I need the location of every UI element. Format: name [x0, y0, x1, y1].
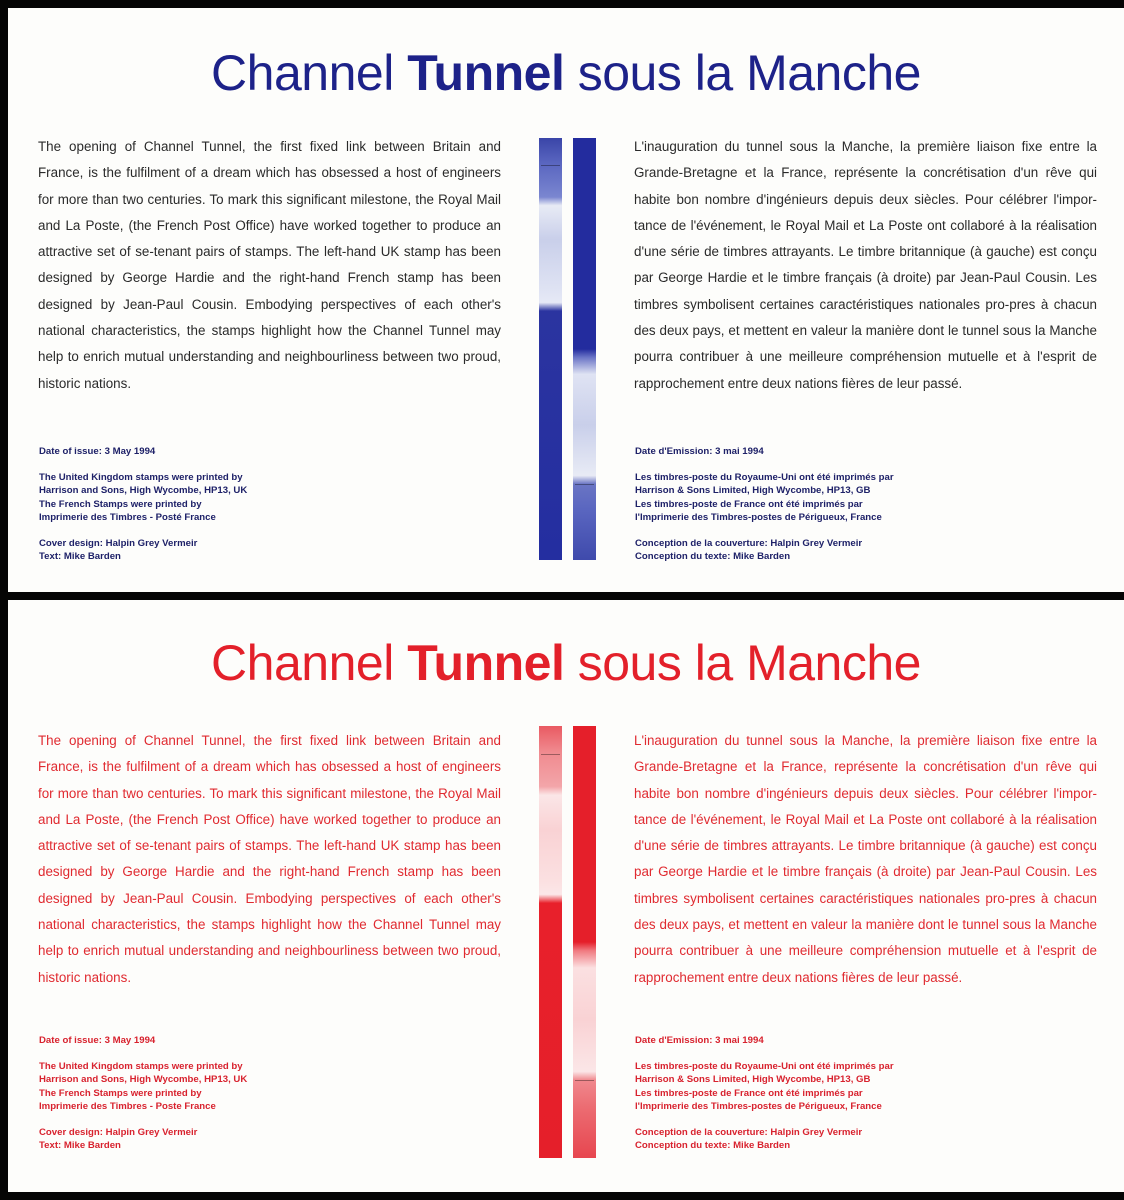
text-credit: Conception du texte: Mike Barden [635, 551, 791, 563]
uk-stamp-strip [539, 138, 562, 560]
stamp-pair [539, 138, 599, 560]
card-title [8, 634, 1124, 692]
printer-line: Les timbres-poste de France ont été imprimés par [635, 1087, 863, 1099]
title-part-channel: Channel [211, 635, 408, 691]
title-part-tunnel: Tunnel [407, 45, 565, 101]
issue-date: Date of issue: 3 May 1994 [39, 1035, 156, 1046]
printer-line: Les timbres-poste de France ont été imprimés par [635, 498, 863, 510]
french-description: L'inauguration du tunnel sous la Manche, la première liaison fixe entre la Grande-Bretagne et la France, représente la concrétisation d'un rêve qui habite bon nombre d'ingénieurs depuis deux siècles. Pour célébrer l'impor-tance de l'événement, le Royal Mail et La Poste ont collaboré à la réalisation d'une série de timbres attrayants. Le timbre britannique (à gauche) est conçu par George Hardie et le timbre français (à droite) par Jean-Paul Cousin. Les timbres symbolisent certaines caractéristiques nationales pro-pres à chacun des deux pays, et mettent en valeur la manière dont le tunnel sous la Manche pourra contribuer à une meilleure compréhension mutuelle et à l'esprit de rapprochement entre deux nations fières de leur passé. [634, 733, 1097, 985]
cover-design-credit: Conception de la couverture: Halpin Grey Vermeir [635, 1127, 863, 1139]
title-part-channel: Channel [211, 45, 408, 101]
printer-line: l'Imprimerie des Timbres-postes de Périgueux, France [635, 1100, 882, 1112]
english-description: The opening of Channel Tunnel, the first fixed link between Britain and France, is the fulfilment of a dream which has obsessed a host of engineers for more than two centuries. To mark this significant milestone, the Royal Mail and La Poste, (the French Post Office) have worked together to produce an attractive set of se-tenant pairs of stamps. The left-hand UK stamp has been designed by George Hardie and the right-hand French stamp has been designed by Jean-Paul Cousin. Embodying perspectives of each other's national characteristics, the stamps highlight how the Channel Tunnel may help to enrich mutual understanding and neighbourliness between two proud, historic nations. [38, 733, 501, 985]
issue-date: Date d'Emission: 3 mai 1994 [635, 446, 764, 457]
card-title [8, 44, 1124, 102]
perforation-mark [575, 484, 594, 485]
presentation-card-red [8, 600, 1124, 1192]
french-stamp-strip [573, 138, 596, 560]
printer-line: Harrison & Sons Limited, High Wycombe, HP13, GB [635, 485, 871, 497]
title-part-tunnel: Tunnel [407, 635, 565, 691]
perforation-mark [541, 165, 560, 166]
text-credit: Text: Mike Barden [39, 1140, 121, 1152]
printer-line: l'Imprimerie des Timbres-postes de Périgueux, France [635, 511, 882, 523]
uk-stamp-strip [539, 726, 562, 1158]
printer-line: Harrison & Sons Limited, High Wycombe, HP13, GB [635, 1074, 871, 1086]
french-credits [635, 445, 894, 563]
cover-design-credit: Cover design: Halpin Grey Vermeir [39, 538, 198, 550]
printer-line: Les timbres-poste du Royaume-Uni ont été imprimés par [635, 1061, 894, 1073]
issue-date: Date of issue: 3 May 1994 [39, 446, 156, 457]
issue-date: Date d'Emission: 3 mai 1994 [635, 1035, 764, 1046]
printer-line: The United Kingdom stamps were printed by [39, 472, 243, 484]
perforation-mark [541, 754, 560, 755]
english-description: The opening of Channel Tunnel, the first fixed link between Britain and France, is the fulfilment of a dream which has obsessed a host of engineers for more than two centuries. To mark this significant milestone, the Royal Mail and La Poste, (the French Post Office) have worked together to produce an attractive set of se-tenant pairs of stamps. The left-hand UK stamp has been designed by George Hardie and the right-hand French stamp has been designed by Jean-Paul Cousin. Embodying perspectives of each other's national characteristics, the stamps highlight how the Channel Tunnel may help to enrich mutual understanding and neighbourliness between two proud, historic nations. [38, 139, 501, 391]
english-credits [39, 1034, 247, 1152]
stamp-pair [539, 726, 599, 1158]
printer-line: Les timbres-poste du Royaume-Uni ont été imprimés par [635, 472, 894, 484]
title-part-sous-la-manche: sous la Manche [564, 635, 921, 691]
printer-line: The French Stamps were printed by [39, 498, 202, 510]
presentation-card-blue [8, 8, 1124, 592]
perforation-mark [575, 1080, 594, 1081]
english-credits [39, 445, 247, 563]
title-part-sous-la-manche: sous la Manche [564, 45, 921, 101]
french-stamp-strip [573, 726, 596, 1158]
printer-line: Imprimerie des Timbres - Poste France [39, 1100, 216, 1112]
text-credit: Conception du texte: Mike Barden [635, 1140, 791, 1152]
cover-design-credit: Conception de la couverture: Halpin Grey Vermeir [635, 538, 863, 550]
cover-design-credit: Cover design: Halpin Grey Vermeir [39, 1127, 198, 1139]
printer-line: Imprimerie des Timbres - Posté France [39, 511, 216, 523]
printer-line: Harrison and Sons, High Wycombe, HP13, UK [39, 1074, 248, 1086]
printer-line: The United Kingdom stamps were printed by [39, 1061, 243, 1073]
text-credit: Text: Mike Barden [39, 551, 121, 563]
printer-line: Harrison and Sons, High Wycombe, HP13, UK [39, 485, 248, 497]
french-description: L'inauguration du tunnel sous la Manche, la première liaison fixe entre la Grande-Bretagne et la France, représente la concrétisation d'un rêve qui habite bon nombre d'ingénieurs depuis deux siècles. Pour célébrer l'impor-tance de l'événement, le Royal Mail et La Poste ont collaboré à la réalisation d'une série de timbres attrayants. Le timbre britannique (à gauche) est conçu par George Hardie et le timbre français (à droite) par Jean-Paul Cousin. Les timbres symbolisent certaines caractéristiques nationales pro-pres à chacun des deux pays, et mettent en valeur la manière dont le tunnel sous la Manche pourra contribuer à une meilleure compréhension mutuelle et à l'esprit de rapprochement entre deux nations fières de leur passé. [634, 139, 1097, 391]
french-credits [635, 1034, 894, 1152]
printer-line: The French Stamps were printed by [39, 1087, 202, 1099]
